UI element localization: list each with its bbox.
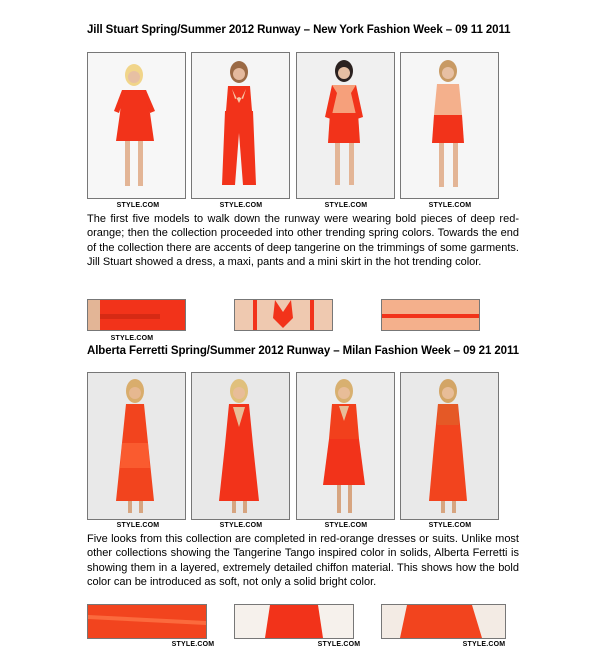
photo-credit: STYLE.COM [171, 641, 215, 648]
detail-crop-2 [234, 299, 333, 331]
photo-credit: STYLE.COM [116, 522, 160, 529]
detail-crop-1 [87, 299, 186, 331]
runway-photo-2 [191, 52, 290, 199]
detail-crop-5 [234, 604, 354, 639]
photo-credit: STYLE.COM [324, 202, 368, 209]
photo-credit: STYLE.COM [428, 202, 472, 209]
section-heading-alberta-ferretti: Alberta Ferretti Spring/Summer 2012 Runway – Milan Fashion Week – 09 21 2011 [87, 345, 519, 357]
photo-credit: STYLE.COM [317, 641, 361, 648]
photo-credit: STYLE.COM [219, 202, 263, 209]
detail-crop-6 [381, 604, 506, 639]
photo-credit: STYLE.COM [428, 522, 472, 529]
section-heading-jill-stuart: Jill Stuart Spring/Summer 2012 Runway – New York Fashion Week – 09 11 2011 [87, 24, 511, 36]
runway-photo-6 [191, 372, 290, 520]
runway-photo-4 [400, 52, 499, 199]
photo-credit: STYLE.COM [462, 641, 506, 648]
section-paragraph-alberta-ferretti: Five looks from this collection are completed in red-orange dresses or suits. Unlike most other collections showing the Tangerine Tango inspired color in solids, Alberta Ferretti is showing them in a layered, extremely detailed chiffon material. This shows how the bold color can be introduced as soft, not only a solid bright color. [87, 533, 519, 589]
photo-credit: STYLE.COM [116, 202, 160, 209]
photo-credit: STYLE.COM [324, 522, 368, 529]
detail-crop-3 [381, 299, 480, 331]
runway-photo-8 [400, 372, 499, 520]
runway-photo-5 [87, 372, 186, 520]
runway-photo-7 [296, 372, 395, 520]
photo-credit: STYLE.COM [219, 522, 263, 529]
runway-photo-1 [87, 52, 186, 199]
section-paragraph-jill-stuart: The first five models to walk down the runway were wearing bold pieces of deep red-orange; then the collection proceeded into other trending spring colors. Towards the end of the collection there are accents of deep tangerine on the trimmings of some garments. Jill Stuart showed a dress, a maxi, pants and a mini skirt in the hot trending color. [87, 213, 519, 269]
photo-credit: STYLE.COM [110, 335, 154, 342]
detail-crop-4 [87, 604, 207, 639]
runway-photo-3 [296, 52, 395, 199]
